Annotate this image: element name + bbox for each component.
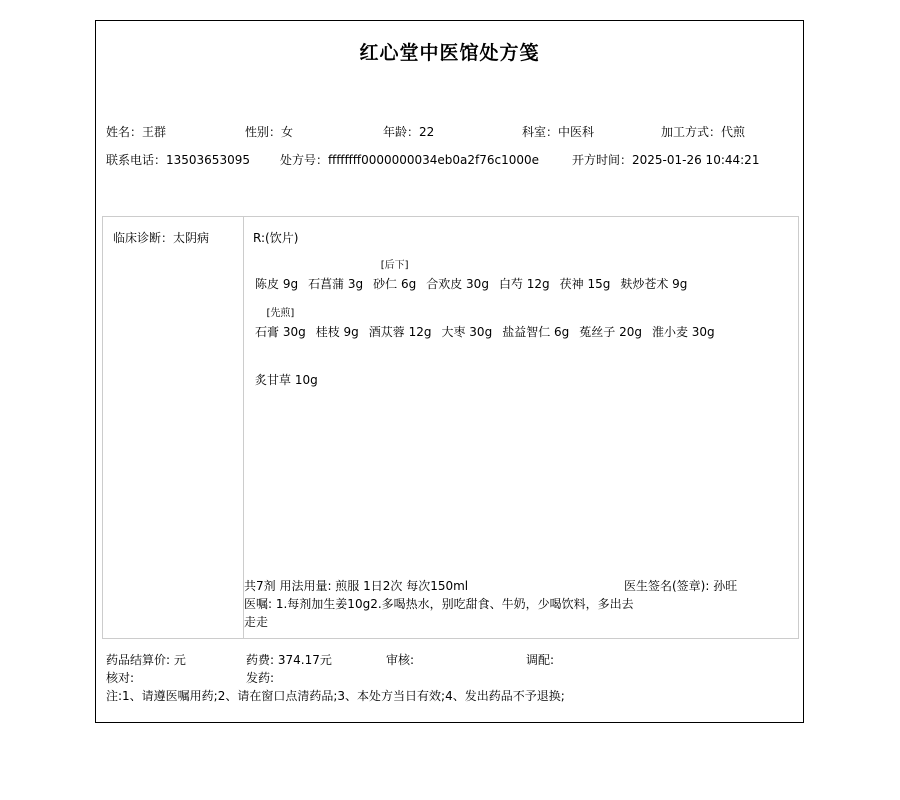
footer-row-2 — [106, 669, 793, 685]
herb-item — [620, 275, 687, 292]
herb-item — [369, 323, 432, 340]
herb-name: 石膏 30g — [255, 325, 306, 339]
herb-item — [373, 260, 417, 292]
prescription-number: 处方号：ffffffff0000000034eb0a2f76c1000e — [280, 153, 540, 167]
drug-fee: 药费: 374.17元 — [246, 653, 332, 667]
footer-notice: 注:1、请遵医嘱用药;2、请在窗口点清药品;3、本处方当日有效;4、发出药品不予退换; — [106, 689, 565, 703]
prescription-meta-row — [106, 151, 793, 167]
issue-field: 发药: — [246, 671, 275, 685]
check-field: 核对: — [106, 671, 135, 685]
herb-item — [255, 308, 306, 340]
herb-name: 合欢皮 30g — [426, 277, 489, 291]
prescription-content — [244, 217, 798, 638]
processing-method: 加工方式：代煎 — [661, 125, 746, 139]
herb-name: 淮小麦 30g — [651, 325, 715, 339]
patient-phone: 联系电话：13503653095 — [106, 153, 250, 167]
herb-name: 桂枝 9g — [315, 325, 359, 339]
patient-info-row — [106, 123, 793, 139]
herb-name: 大枣 30g — [441, 325, 493, 339]
herb-item — [316, 323, 359, 340]
herb-item — [499, 275, 550, 292]
herb-name: 麸炒苍术 9g — [620, 277, 688, 291]
clinical-diagnosis: 临床诊断：太阴病 — [113, 231, 210, 245]
herb-note: [后下] — [380, 260, 409, 271]
herb-item — [441, 323, 492, 340]
herb-name: 茯神 15g — [559, 277, 611, 291]
herb-name: 炙甘草 10g — [255, 373, 318, 387]
herb-row — [255, 308, 725, 340]
herb-item — [579, 323, 642, 340]
herb-row — [255, 260, 697, 292]
patient-department: 科室：中医科 — [522, 125, 595, 139]
herb-item — [502, 323, 569, 340]
patient-name: 姓名：王群 — [106, 125, 167, 139]
herb-row — [255, 371, 328, 388]
dispense-field: 调配: — [526, 653, 555, 667]
patient-age: 年龄：22 — [383, 125, 435, 139]
review-field: 审核: — [386, 653, 415, 667]
page-title: 红心堂中医馆处方笺 — [359, 42, 540, 64]
herb-item — [426, 275, 489, 292]
herb-note: [先煎] — [266, 308, 295, 319]
herb-name: 菟丝子 20g — [579, 325, 642, 339]
herb-item — [308, 275, 363, 292]
herb-name: 石菖蒲 3g — [308, 277, 364, 291]
herb-name: 砂仁 6g — [373, 277, 417, 291]
rx-label: R:(饮片) — [253, 231, 299, 245]
herb-name: 酒苁蓉 12g — [368, 325, 432, 339]
footer-row-1 — [106, 651, 793, 667]
herb-item — [652, 323, 715, 340]
medical-advice: 医嘱: 1.每剂加生姜10g2.多喝热水，别吃甜食、牛奶，少喝饮料，多出去走走 — [244, 597, 634, 629]
prescription-sheet — [95, 20, 804, 723]
herb-name: 白芍 12g — [498, 277, 550, 291]
prescription-box — [102, 216, 799, 639]
herb-name: 陈皮 9g — [255, 277, 299, 291]
herb-item — [255, 275, 298, 292]
settle-price: 药品结算价: 元 — [106, 653, 186, 667]
herb-item — [560, 275, 611, 292]
doctor-signature: 医生签名(签章): 孙旺 — [624, 579, 738, 593]
herb-item — [255, 371, 318, 388]
diagnosis-column — [103, 217, 244, 638]
herb-name: 盐益智仁 6g — [502, 325, 570, 339]
prescription-time: 开方时间：2025-01-26 10:44:21 — [572, 153, 760, 167]
patient-gender: 性别：女 — [245, 125, 294, 139]
usage-instructions: 共7剂 用法用量: 煎服 1日2次 每次150ml — [244, 579, 469, 593]
